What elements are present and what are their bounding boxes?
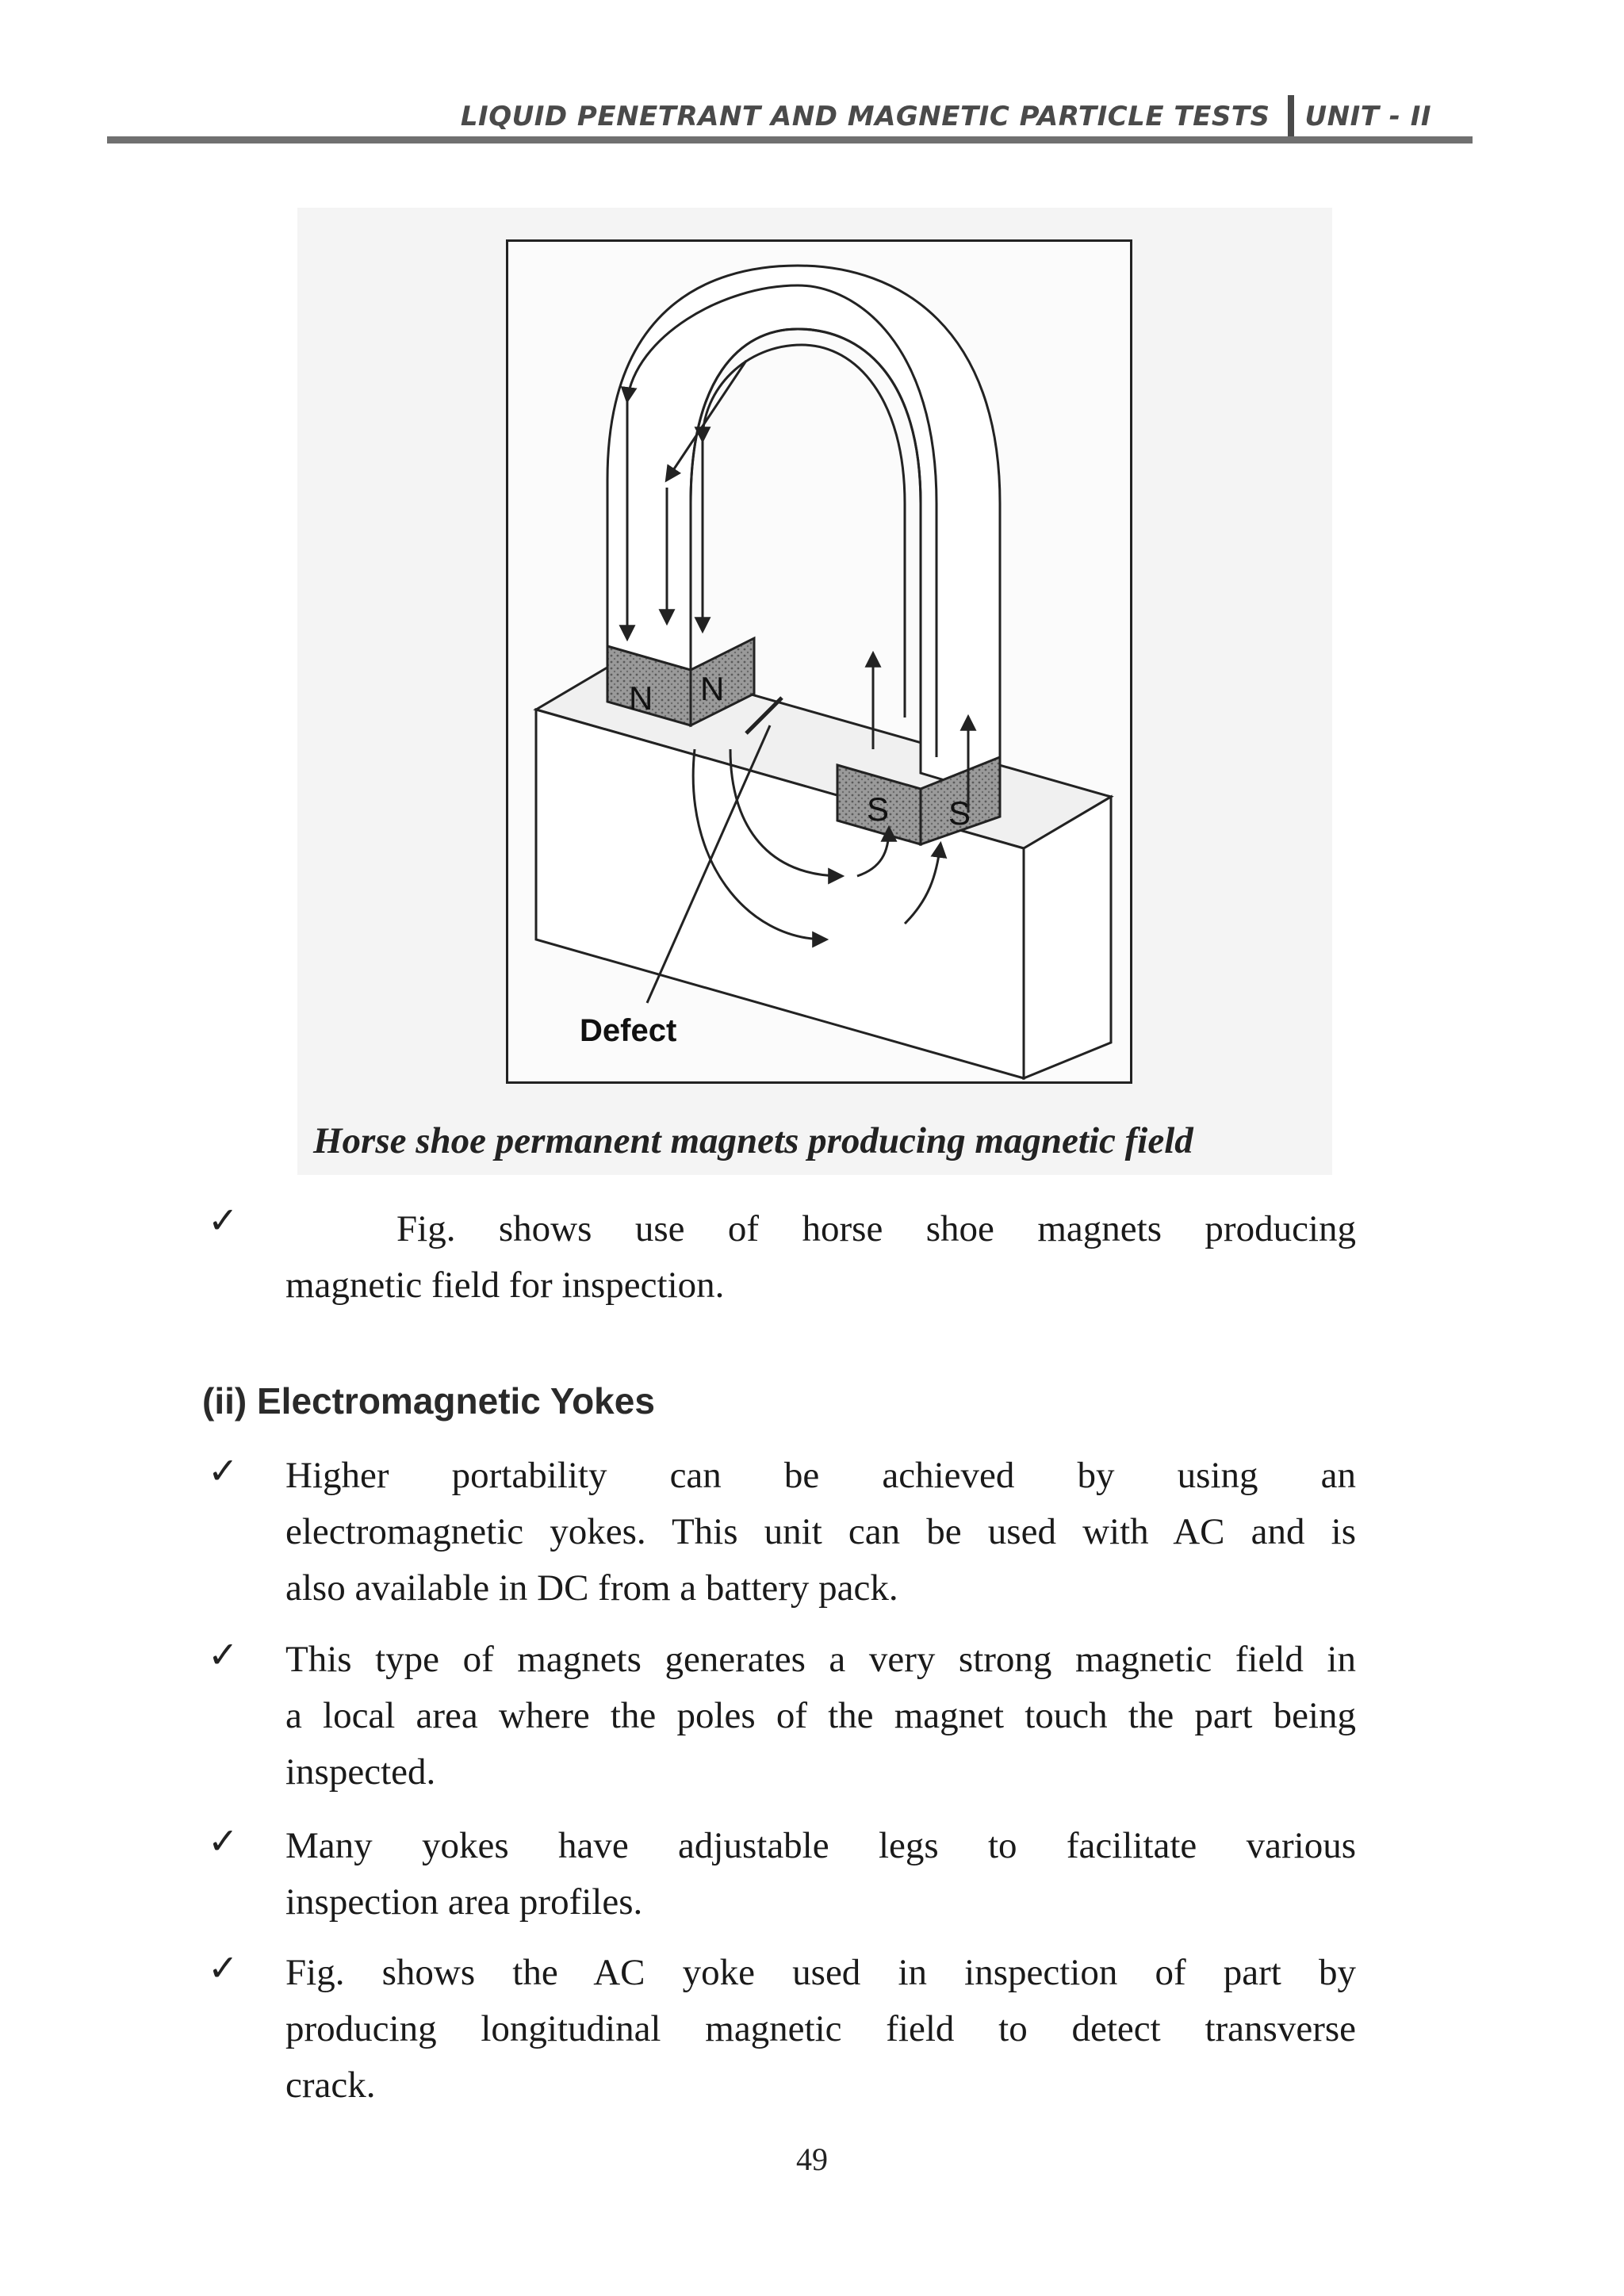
bullet-2-line-2: a local area where the poles of the magnet touch the part being — [285, 1695, 1356, 1736]
check-icon: ✓ — [208, 1820, 239, 1862]
horse-shoe-magnet-diagram — [508, 242, 1130, 1081]
header-title: LIQUID PENETRANT AND MAGNETIC PARTICLE TESTS — [460, 101, 1270, 132]
figure-caption: Horse shoe permanent magnets producing magnetic field — [313, 1120, 1193, 1161]
bullet-paragraph-4 — [285, 1945, 1356, 2114]
bullet-2-line-1: This type of magnets generates a very strong magnetic field in — [285, 1639, 1356, 1680]
page-number: 49 — [796, 2141, 828, 2177]
check-icon: ✓ — [208, 1633, 239, 1676]
bullet-paragraph-2 — [285, 1632, 1356, 1800]
intro-line-2: magnetic field for inspection. — [285, 1265, 725, 1306]
pole-label-n2: N — [700, 670, 725, 707]
header-separator — [1288, 95, 1294, 136]
defect-label: Defect — [580, 1013, 677, 1048]
pole-label-s2: S — [948, 794, 971, 832]
check-icon: ✓ — [208, 1946, 239, 1989]
header-rule — [107, 136, 1473, 144]
bullet-paragraph-3 — [285, 1818, 1356, 1931]
bullet-1-line-3: also available in DC from a battery pack. — [285, 1567, 898, 1609]
bullet-3-line-1: Many yokes have adjustable legs to facilitate various — [285, 1825, 1356, 1866]
bullet-1-line-2: electromagnetic yokes. This unit can be used with AC and is — [285, 1511, 1356, 1552]
pole-label-n1: N — [629, 679, 653, 717]
bullet-1-line-1: Higher portability can be achieved by using an — [285, 1455, 1356, 1496]
bullet-4-line-2: producing longitudinal magnetic field to detect transverse — [285, 2008, 1356, 2049]
check-icon: ✓ — [208, 1449, 239, 1492]
intro-line-1: Fig. shows use of horse shoe magnets producing — [396, 1208, 1356, 1249]
horse-shoe-magnet-figure — [506, 239, 1132, 1084]
header-unit: UNIT - II — [1304, 101, 1431, 132]
page-header — [0, 95, 1431, 132]
section-heading: (ii) Electromagnetic Yokes — [202, 1380, 655, 1422]
bullet-2-line-3: inspected. — [285, 1751, 436, 1793]
bullet-4-line-3: crack. — [285, 2064, 376, 2106]
bullet-3-line-2: inspection area profiles. — [285, 1881, 643, 1923]
bullet-4-line-1: Fig. shows the AC yoke used in inspection of part by — [285, 1952, 1356, 1993]
check-icon: ✓ — [208, 1199, 239, 1242]
intro-paragraph — [285, 1201, 1356, 1314]
bullet-paragraph-1 — [285, 1448, 1356, 1617]
pole-label-s1: S — [867, 790, 890, 828]
